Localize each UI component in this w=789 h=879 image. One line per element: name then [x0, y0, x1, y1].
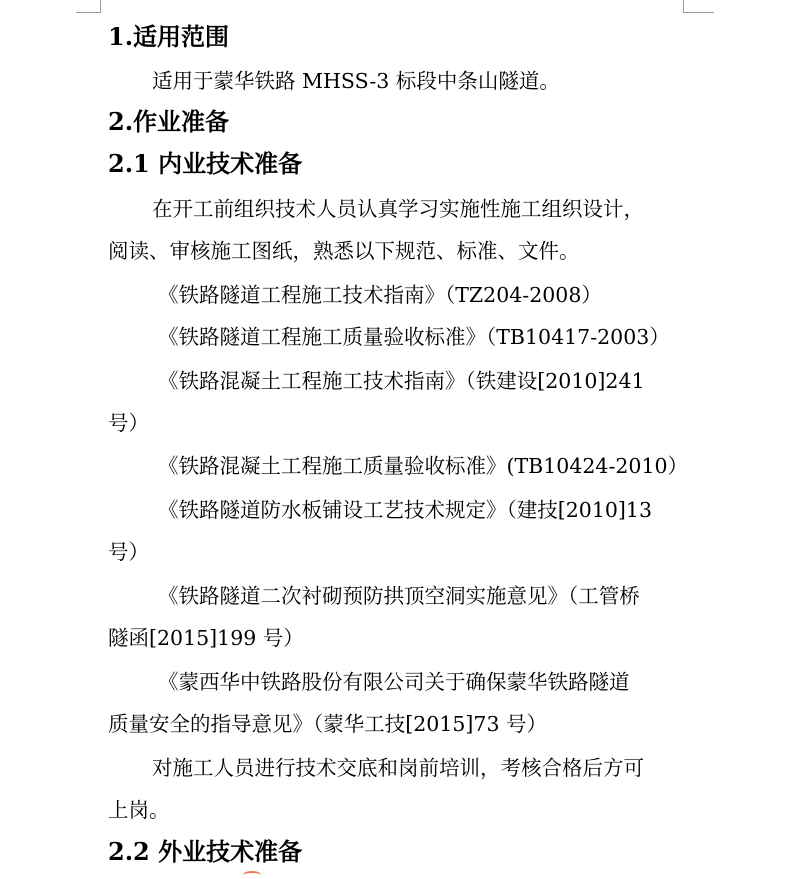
- reference-1: 《铁路隧道工程施工技术指南》（TZ204-2008）: [158, 283, 602, 307]
- heading-external-prep: 2.2 外业技术准备: [108, 837, 303, 866]
- reference-6-line2: 隧函[2015]199 号）: [108, 626, 304, 650]
- reference-7-line2: 质量安全的指导意见》（蒙华工技[2015]73 号）: [108, 712, 548, 736]
- reference-3-line2: 号）: [108, 411, 149, 435]
- paragraph-training-line1: 对施工人员进行技术交底和岗前培训，考核合格后方可: [152, 756, 644, 780]
- reference-5-line2: 号）: [108, 540, 149, 564]
- reference-3-line1: 《铁路混凝土工程施工技术指南》（铁建设[2010]241: [158, 369, 645, 393]
- reference-7-line1: 《蒙西华中铁路股份有限公司关于确保蒙华铁路隧道: [158, 670, 630, 694]
- paragraph-training-line2: 上岗。: [108, 798, 170, 822]
- heading-preparation: 2.作业准备: [108, 107, 230, 136]
- reference-5-line1: 《铁路隧道防水板铺设工艺技术规定》（建技[2010]13: [158, 498, 653, 522]
- paragraph-internal-line1: 在开工前组织技术人员认真学习实施性施工组织设计，: [152, 197, 644, 221]
- paragraph-internal-line2: 阅读、审核施工图纸，熟悉以下规范、标准、文件。: [108, 239, 580, 263]
- reference-2: 《铁路隧道工程施工质量验收标准》（TB10417-2003）: [158, 325, 670, 349]
- reference-4: 《铁路混凝土工程施工质量验收标准》(TB10424-2010）: [158, 454, 689, 478]
- crop-mark-right: [683, 0, 714, 13]
- paragraph-scope: 适用于蒙华铁路 MHSS-3 标段中条山隧道。: [152, 69, 560, 93]
- heading-scope: 1.适用范围: [108, 22, 230, 51]
- reference-6-line1: 《铁路隧道二次衬砌预防拱顶空洞实施意见》（工管桥: [158, 584, 640, 608]
- red-mark: [243, 871, 261, 879]
- crop-mark-left: [76, 0, 101, 13]
- heading-internal-prep: 2.1 内业技术准备: [108, 149, 303, 178]
